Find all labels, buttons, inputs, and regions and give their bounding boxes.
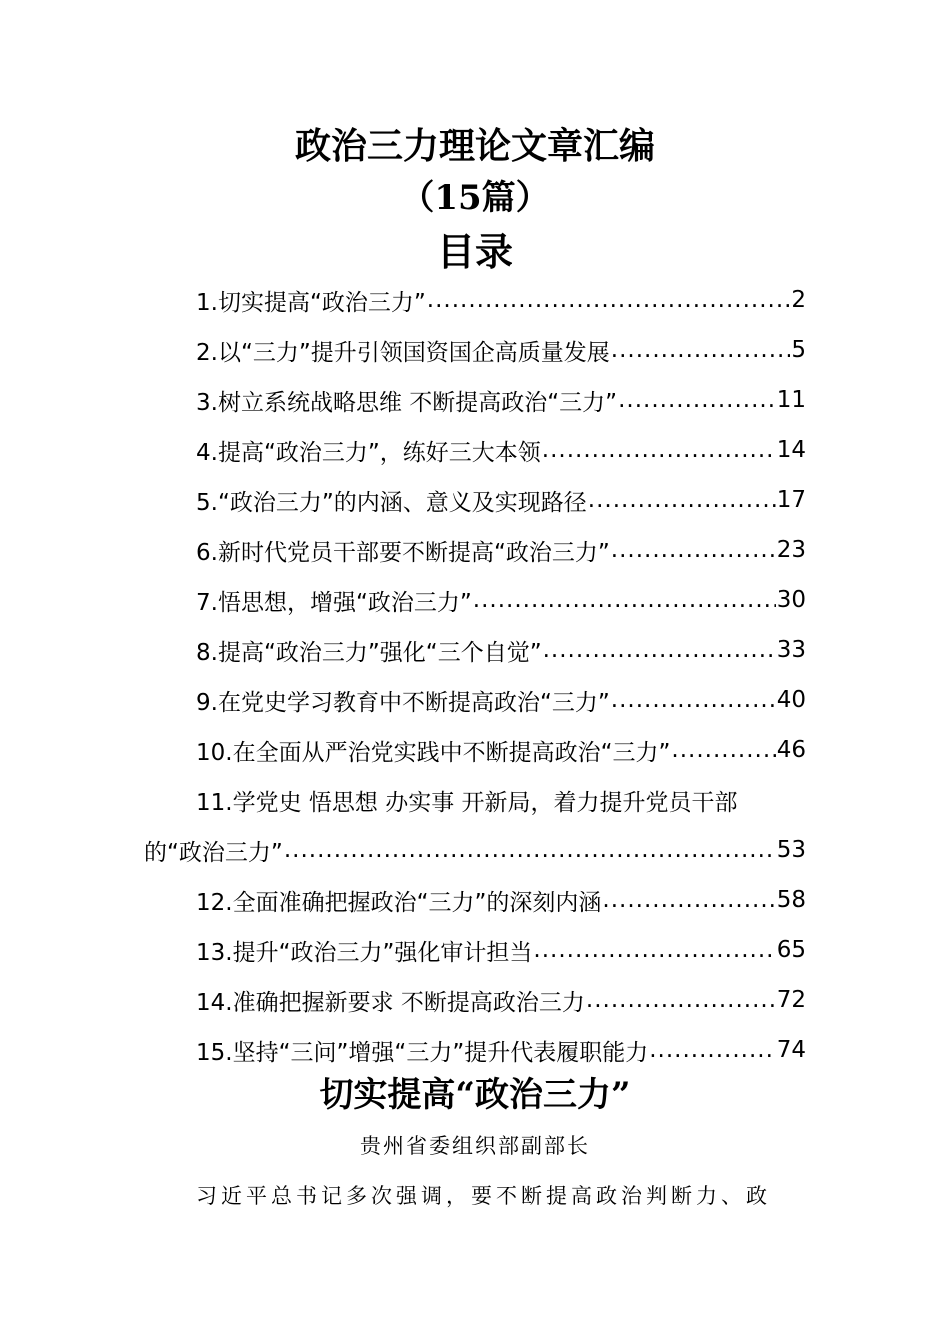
toc-leader-dots — [611, 537, 776, 563]
toc-leader-dots — [533, 937, 775, 963]
toc-leader-dots — [602, 887, 775, 913]
toc-entry-title: 14.准确把握新要求 不断提高政治三力 — [196, 989, 585, 1016]
document-subtitle: （15篇） — [400, 178, 550, 218]
toc-page-number: 11 — [776, 387, 806, 413]
toc-page-number: 17 — [776, 487, 806, 513]
toc-page-number: 58 — [776, 887, 806, 913]
toc-entry[interactable] — [196, 725, 806, 775]
toc-page-number: 23 — [776, 537, 806, 563]
toc-entry-title: 1.切实提高“政治三力” — [196, 289, 426, 316]
article-author: 贵州省委组织部副部长 — [360, 1134, 590, 1158]
toc-entry-title: 4.提高“政治三力”，练好三大本领 — [196, 439, 541, 466]
toc-page-number: 5 — [791, 337, 806, 363]
toc-page-number: 40 — [776, 687, 806, 713]
toc-entry[interactable] — [196, 675, 806, 725]
toc-page-number: 72 — [776, 987, 806, 1013]
toc-entry[interactable] — [196, 925, 806, 975]
toc-page-number: 53 — [776, 837, 806, 863]
toc-leader-dots — [618, 387, 776, 413]
toc-leader-dots — [284, 837, 776, 863]
toc-entry-title: 12.全面准确把握政治“三力”的深刻内涵 — [196, 889, 602, 916]
toc-entry-title: 7.悟思想，增强“政治三力” — [196, 589, 472, 616]
toc-page-number: 14 — [776, 437, 806, 463]
toc-entry-title: 6.新时代党员干部要不断提高“政治三力” — [196, 539, 610, 566]
toc-entry-continuation[interactable] — [144, 825, 806, 875]
toc-entry[interactable] — [196, 775, 806, 825]
toc-entry[interactable] — [196, 425, 806, 475]
document-title: 政治三力理论文章汇编 — [294, 125, 655, 167]
toc-leader-dots — [649, 1037, 775, 1063]
toc-leader-dots — [543, 637, 776, 663]
toc-entry[interactable] — [196, 375, 806, 425]
toc-page-number: 30 — [776, 587, 806, 613]
toc-entry-title-continued: 的“政治三力” — [144, 839, 283, 866]
article-body-text: 习近平总书记多次强调，要不断提高政治判断力、政 — [196, 1184, 771, 1208]
toc-entry[interactable] — [196, 325, 806, 375]
toc-leader-dots — [427, 287, 791, 313]
toc-entry-title: 15.坚持“三问”增强“三力”提升代表履职能力 — [196, 1039, 649, 1066]
toc-entry[interactable] — [196, 475, 806, 525]
toc-entry[interactable] — [196, 875, 806, 925]
toc-entry[interactable] — [196, 975, 806, 1025]
toc-entry-title: 2.以“三力”提升引领国资国企高质量发展 — [196, 339, 610, 366]
toc-entry-title: 13.提升“政治三力”强化审计担当 — [196, 939, 533, 966]
toc-heading: 目录 — [436, 229, 513, 274]
toc-entry-title: 10.在全面从严治党实践中不断提高政治“三力” — [196, 739, 671, 766]
toc-page-number: 33 — [776, 637, 806, 663]
article-title: 切实提高“政治三力” — [319, 1075, 631, 1115]
toc-entry-title: 11.学党史 悟思想 办实事 开新局，着力提升党员干部 — [196, 789, 738, 816]
toc-entry[interactable] — [196, 275, 806, 325]
toc-entry[interactable] — [196, 625, 806, 675]
toc-leader-dots — [611, 337, 791, 363]
toc-entry-title: 9.在党史学习教育中不断提高政治“三力” — [196, 689, 610, 716]
toc-leader-dots — [586, 987, 776, 1013]
toc-entry-title: 3.树立系统战略思维 不断提高政治“三力” — [196, 389, 618, 416]
toc-entry-title: 8.提高“政治三力”强化“三个自觉” — [196, 639, 542, 666]
toc-leader-dots — [473, 587, 776, 613]
toc-entry-title: 5.“政治三力”的内涵、意义及实现路径 — [196, 489, 587, 516]
toc-leader-dots — [542, 437, 776, 463]
toc-page-number: 65 — [776, 937, 806, 963]
toc-leader-dots — [671, 737, 775, 763]
toc-entry[interactable] — [196, 575, 806, 625]
toc-page-number: 2 — [791, 287, 806, 313]
toc-page-number: 46 — [776, 737, 806, 763]
toc-entry[interactable] — [196, 525, 806, 575]
toc-leader-dots — [588, 487, 776, 513]
toc-leader-dots — [611, 687, 776, 713]
toc-page-number: 74 — [776, 1037, 806, 1063]
